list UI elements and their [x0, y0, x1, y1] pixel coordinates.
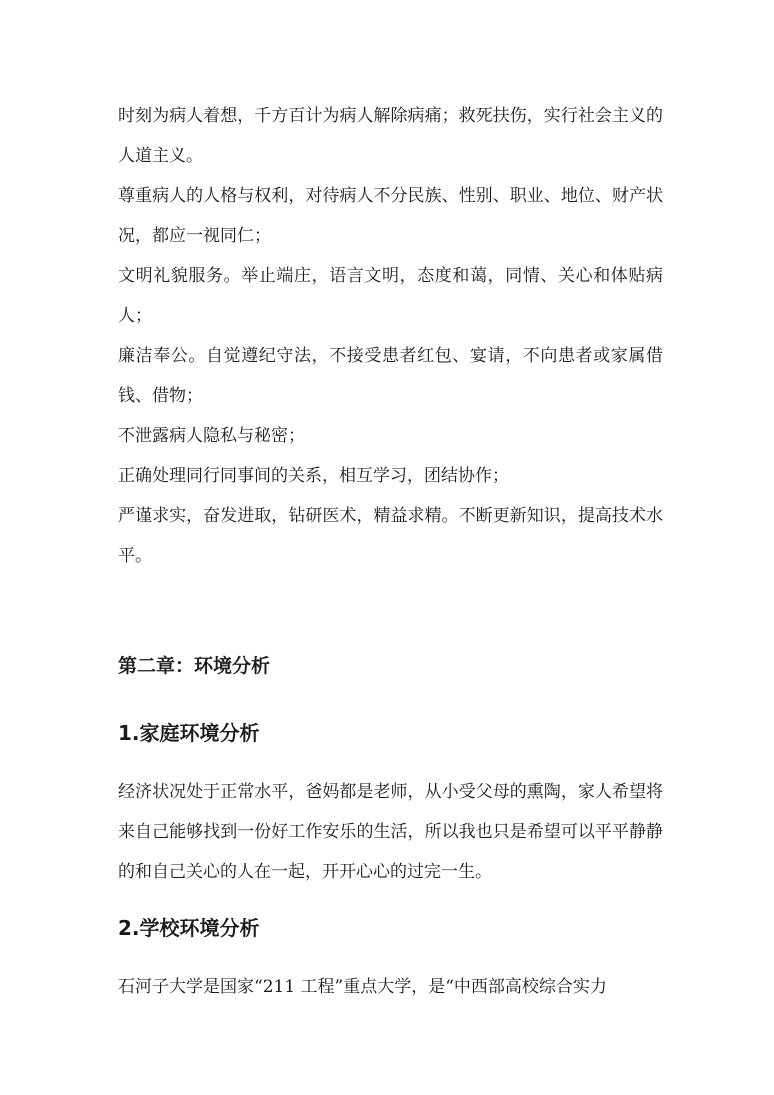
section-title-family: 1.家庭环境分析	[118, 721, 260, 745]
chapter-title: 第二章：环境分析	[118, 655, 271, 677]
list-item: 正确处理同行同事间的关系，相互学习，团结协作；	[118, 466, 509, 486]
list-item: 廉洁奉公。自觉遵纪守法，不接受患者红包、宴请，不向患者或家属借钱、借物；	[118, 346, 663, 406]
list-item: 时刻为病人着想，千方百计为病人解除病痛；救死扶伤，实行社会主义的人道主义。	[118, 106, 663, 166]
document-page	[118, 96, 663, 997]
section-title-school: 2.学校环境分析	[118, 916, 260, 940]
section-body-school: 石河子大学是国家“211 工程”重点大学，是“中西部高校综合实力	[118, 977, 607, 997]
section-body-family: 经济状况处于正常水平，爸妈都是老师，从小受父母的熏陶，家人希望将来自己能够找到一份好工作安乐的生活，所以我也只是希望可以平平静静的和自己关心的人在一起，开开心心的过完一生。	[118, 782, 663, 882]
ethics-list	[118, 96, 663, 576]
list-item: 尊重病人的人格与权利，对待病人不分民族、性别、职业、地位、财产状况，都应一视同仁；	[118, 186, 663, 246]
list-item: 文明礼貌服务。举止端庄，语言文明，态度和蔼，同情、关心和体贴病人；	[118, 266, 663, 326]
list-item: 不泄露病人隐私与秘密；	[118, 426, 305, 446]
list-item: 严谨求实，奋发进取，钻研医术，精益求精。不断更新知识，提高技术水平。	[118, 506, 663, 566]
